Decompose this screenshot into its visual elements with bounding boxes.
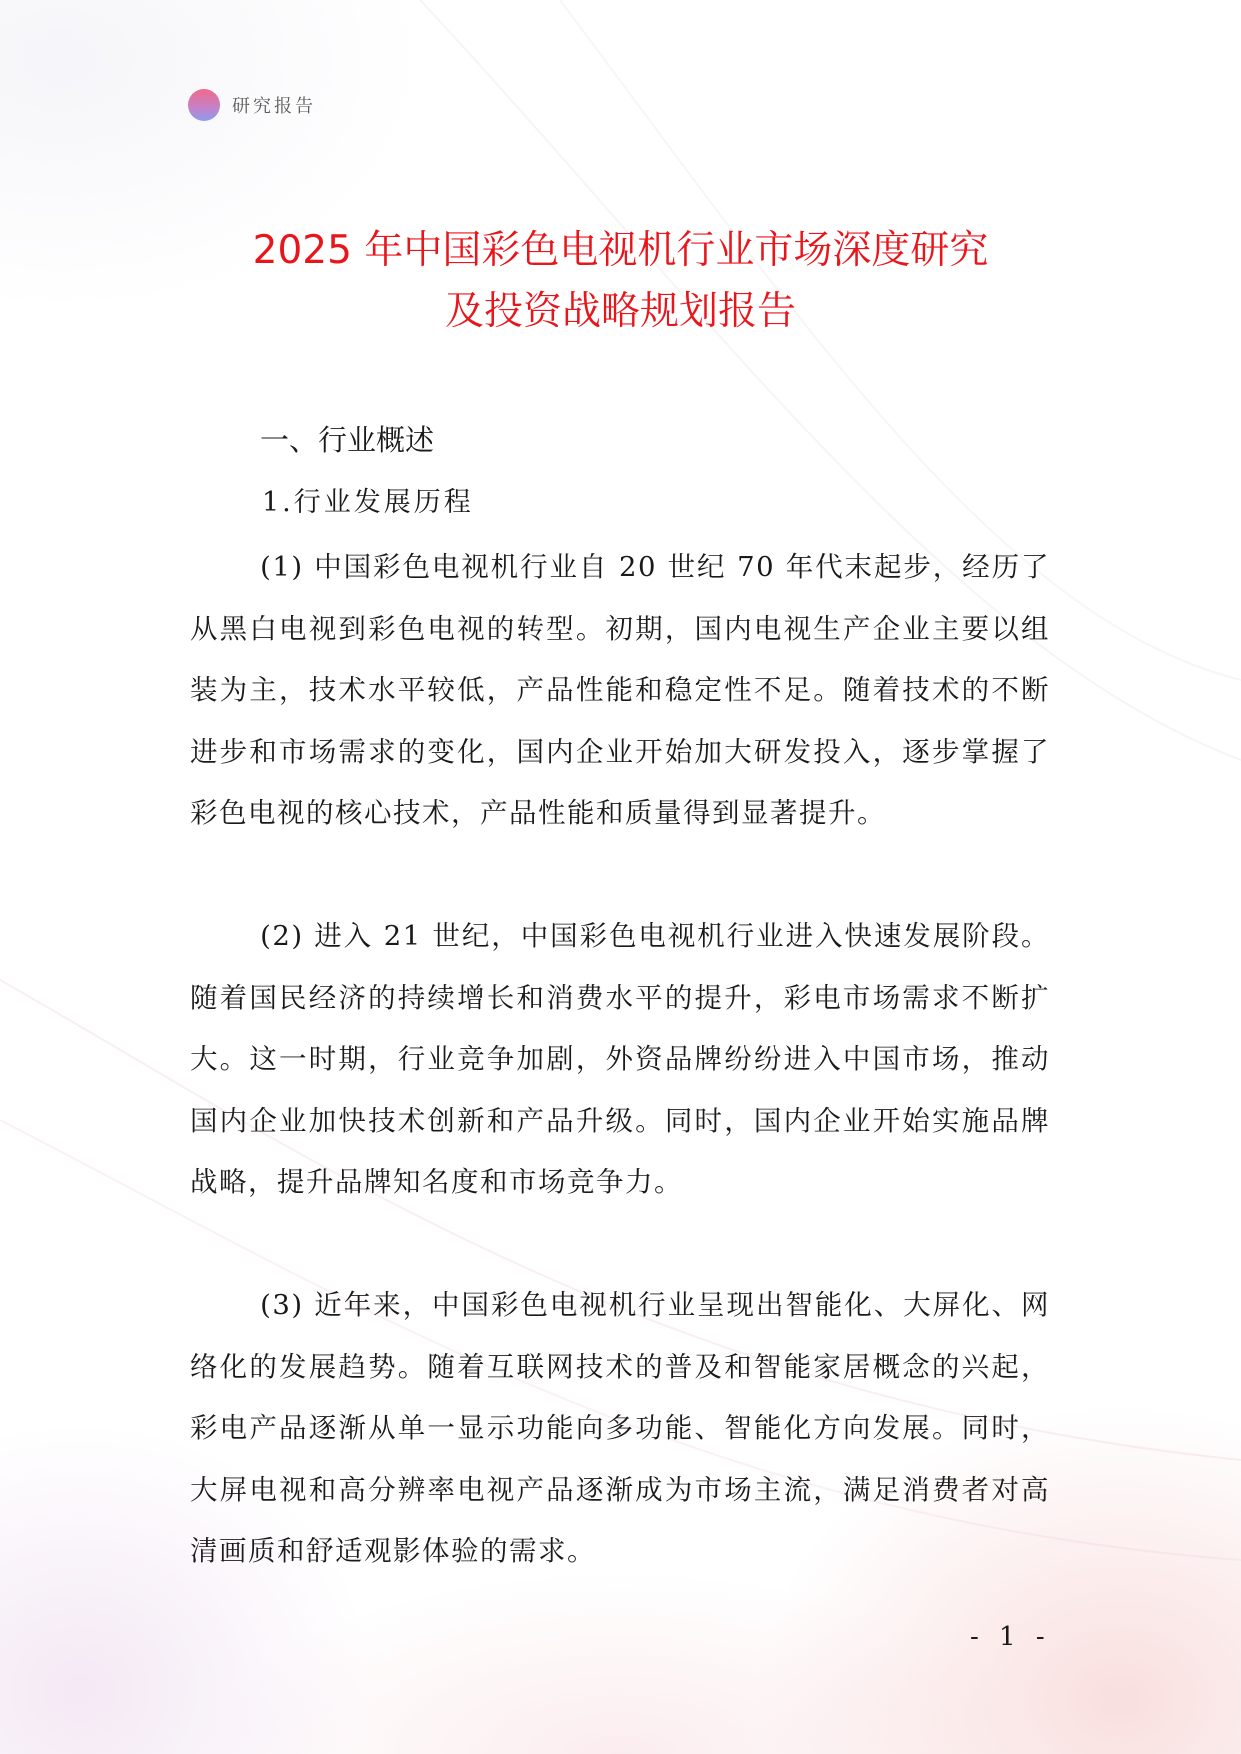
report-header: [188, 88, 316, 122]
paragraph-2: (2) 进入 21 世纪，中国彩色电视机行业进入快速发展阶段。随着国民经济的持续增长和消费水平的提升，彩电市场需求不断扩大。这一时期，行业竞争加剧，外资品牌纷纷进入中国市场，推动国内企业加快技术创新和产品升级。同时，国内企业开始实施品牌战略，提升品牌知名度和市场竞争力。: [190, 920, 1050, 1198]
paragraph-1: (1) 中国彩色电视机行业自 20 世纪 70 年代末起步，经历了从黑白电视到彩色电视的转型。初期，国内电视生产企业主要以组装为主，技术水平较低，产品性能和稳定性不足。随着技术的不断进步和市场需求的变化，国内企业开始加大研发投入，逐步掌握了彩色电视的核心技术，产品性能和质量得到显著提升。: [190, 551, 1050, 829]
sub-heading: 1.行业发展历程: [262, 487, 474, 518]
report-title: [150, 220, 1091, 342]
section-heading: 一、行业概述: [260, 423, 435, 457]
page-number: - 1 -: [970, 1622, 1051, 1652]
title-line-1: 2025 年中国彩色电视机行业市场深度研究: [252, 228, 989, 273]
title-line-2: 及投资战略规划报告: [444, 289, 796, 334]
header-label: 研究报告: [232, 96, 316, 117]
paragraph-3: (3) 近年来，中国彩色电视机行业呈现出智能化、大屏化、网络化的发展趋势。随着互联网技术的普及和智能家居概念的兴起，彩电产品逐渐从单一显示功能向多功能、智能化方向发展。同时，大屏电视和高分辨率电视产品逐渐成为市场主流，满足消费者对高清画质和舒适观影体验的需求。: [190, 1289, 1050, 1567]
logo-circle-icon: [188, 89, 220, 121]
